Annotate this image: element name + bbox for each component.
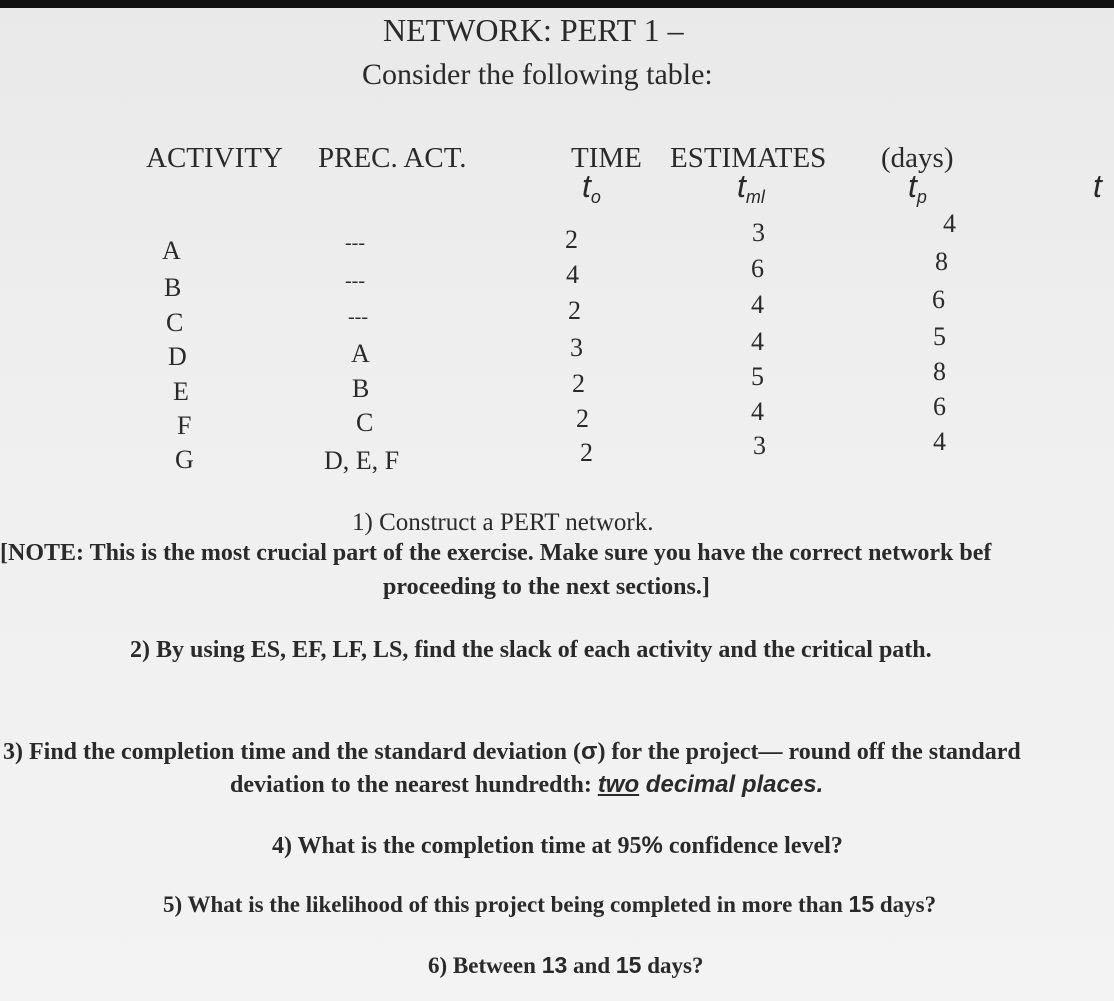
top-edge-bar — [0, 0, 1114, 8]
note-line-1: [NOTE: This is the most crucial part of the exercise. Make sure you have the correct network bef — [0, 540, 992, 566]
cell-activity-b: B — [164, 273, 182, 302]
header-tp: $t_p$ — [908, 168, 927, 207]
cell-activity-d: D — [168, 342, 187, 371]
question-5: 5) What is the likelihood of this project being completed in more than 15 days? — [163, 891, 937, 917]
cell-tml-b: 6 — [751, 254, 764, 283]
cell-activity-f: F — [177, 411, 192, 440]
cell-to-g: 2 — [580, 438, 593, 467]
header-to: $t_o$ — [582, 168, 601, 207]
cell-prec-c: --- — [348, 306, 368, 328]
question-1: 1) Construct a PERT network. — [352, 509, 654, 536]
note-line-2: proceeding to the next sections.] — [383, 574, 710, 600]
question-6: 6) Between 13 and 15 days? — [428, 952, 704, 978]
cell-tml-a: 3 — [752, 218, 765, 247]
question-3-line-1: 3) Find the completion time and the standard deviation (σ) for the project— round off the standard — [3, 738, 1021, 765]
cell-prec-f: C — [356, 408, 374, 437]
cell-tml-c: 4 — [751, 290, 764, 319]
cell-activity-g: G — [175, 445, 194, 474]
cell-to-c: 2 — [568, 296, 581, 325]
cell-tml-f: 4 — [751, 397, 764, 426]
cell-to-f: 2 — [576, 404, 589, 433]
cell-prec-a: --- — [345, 232, 365, 254]
question-2: 2) By using ES, EF, LF, LS, find the slack of each activity and the critical path. — [130, 637, 932, 663]
cell-activity-c: C — [166, 308, 184, 337]
cell-tml-e: 5 — [751, 362, 764, 391]
header-time: TIME — [571, 142, 642, 174]
cell-prec-b: --- — [345, 270, 365, 292]
cell-to-e: 2 — [572, 369, 585, 398]
question-3-line-2: deviation to the nearest hundredth: two decimal places. — [230, 771, 824, 798]
cell-prec-g: D, E, F — [324, 446, 400, 475]
cell-prec-d: A — [351, 339, 370, 368]
cell-tml-d: 4 — [751, 327, 764, 356]
page-title: NETWORK: PERT 1 – — [383, 12, 684, 48]
cell-tp-d: 5 — [933, 322, 946, 351]
cell-tp-e: 8 — [933, 357, 946, 386]
cell-tp-f: 6 — [933, 392, 946, 421]
cell-activity-e: E — [173, 377, 189, 406]
cell-to-b: 4 — [566, 260, 579, 289]
cell-activity-a: A — [162, 236, 181, 265]
cell-tp-b: 8 — [935, 247, 948, 276]
header-te-partial: t — [1093, 168, 1102, 204]
cell-tml-g: 3 — [753, 431, 766, 460]
cell-tp-g: 4 — [933, 427, 946, 456]
cell-prec-e: B — [352, 374, 370, 403]
page-subtitle: Consider the following table: — [362, 58, 713, 91]
cell-to-d: 3 — [570, 333, 583, 362]
cell-tp-c: 6 — [932, 285, 945, 314]
header-tml: $t_{ml}$ — [737, 168, 765, 207]
question-4: 4) What is the completion time at 95% confidence level? — [272, 832, 843, 859]
cell-tp-a: 4 — [943, 209, 956, 238]
header-days: (days) — [881, 142, 954, 174]
header-prec-act: PREC. ACT. — [318, 142, 467, 174]
header-estimates: ESTIMATES — [670, 142, 827, 174]
cell-to-a: 2 — [565, 225, 578, 254]
header-activity: ACTIVITY — [146, 142, 283, 174]
